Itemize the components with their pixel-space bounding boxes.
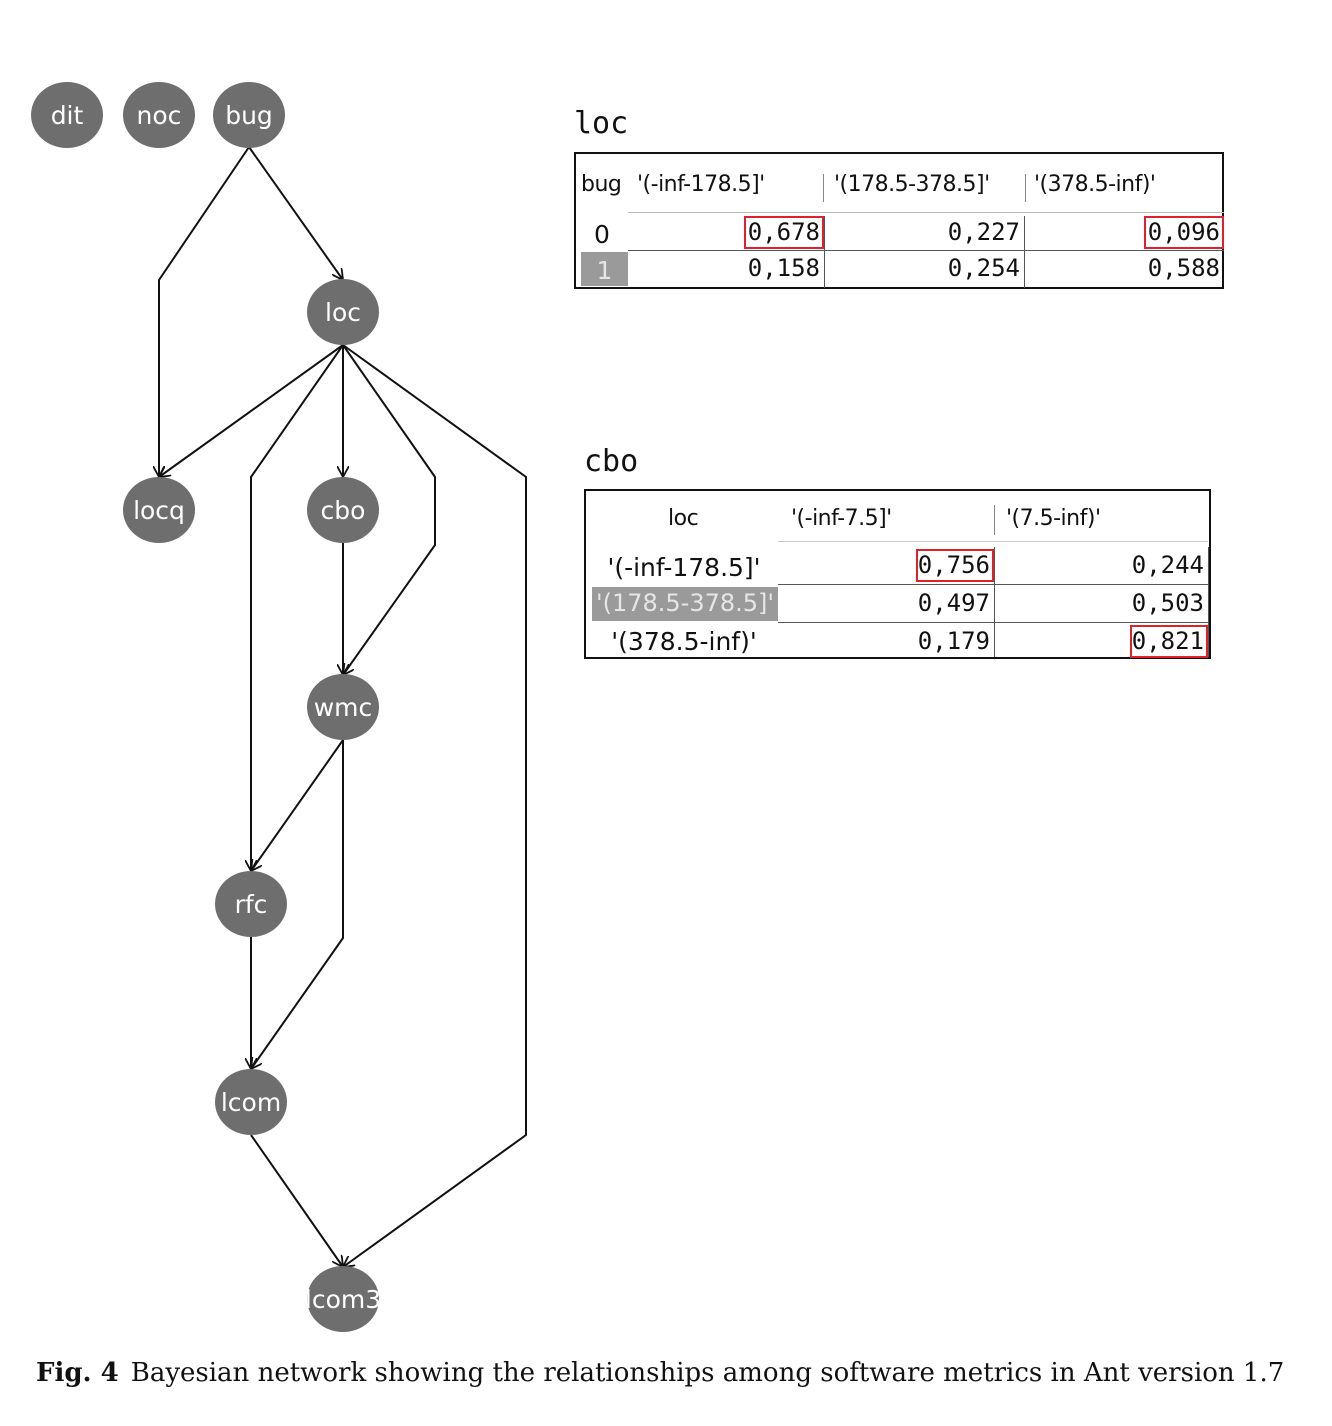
loc-cpt-table xyxy=(574,152,1224,289)
cbo-cell-2-2: 0,821 xyxy=(1130,625,1208,658)
cbo-cell-0-1: 0,756 xyxy=(916,549,994,582)
caption-label: Fig. 4 xyxy=(36,1358,119,1388)
edge-loc-rfc xyxy=(251,345,343,871)
edge-bug-loc xyxy=(249,147,343,280)
node-lcom3-label: lcom3 xyxy=(304,1285,382,1314)
cbo-table-parent-header: loc xyxy=(668,506,699,531)
node-wmc-label: wmc xyxy=(313,693,373,722)
node-bug[interactable] xyxy=(213,82,285,148)
cbo-table-col-header-1: '(-inf-7.5]' xyxy=(791,506,892,531)
loc-header-divider xyxy=(1025,174,1026,202)
node-rfc-label: rfc xyxy=(234,890,268,919)
edge-wmc-rfc xyxy=(251,740,343,871)
loc-cell-1-2: 0,254 xyxy=(947,254,1020,282)
edge-loc-locq xyxy=(159,345,343,477)
cbo-cell-0-2: 0,244 xyxy=(1131,551,1204,579)
node-cbo-label: cbo xyxy=(320,496,366,525)
cbo-table-title: cbo xyxy=(584,444,639,479)
cbo-row-divider xyxy=(778,622,1208,623)
node-noc-label: noc xyxy=(136,101,182,130)
cbo-row-divider xyxy=(778,584,1208,585)
node-dit-label: dit xyxy=(50,101,84,130)
node-cbo[interactable] xyxy=(307,477,379,543)
loc-table-parent-header: bug xyxy=(581,172,622,197)
cbo-cell-2-1: 0,179 xyxy=(917,627,990,655)
cbo-row-label-1: '(178.5-378.5]' xyxy=(592,587,778,621)
cbo-header-divider xyxy=(994,505,995,535)
node-noc[interactable] xyxy=(123,82,195,148)
loc-row-divider xyxy=(628,212,1224,213)
loc-table-col-header-3: '(378.5-inf)' xyxy=(1034,172,1156,197)
caption-text: Bayesian network showing the relationships among software metrics in Ant version 1.7 xyxy=(130,1358,1285,1388)
loc-cell-0-1: 0,678 xyxy=(744,216,824,249)
figure-caption xyxy=(36,1358,1284,1388)
loc-row-label-0: 0 xyxy=(594,220,610,249)
node-wmc[interactable] xyxy=(307,674,379,740)
cbo-cell-1-2: 0,503 xyxy=(1131,589,1204,617)
cbo-row-label-0: '(-inf-178.5]' xyxy=(607,553,761,582)
loc-col-divider xyxy=(824,216,825,288)
cbo-col-divider xyxy=(1208,547,1209,657)
node-dit[interactable] xyxy=(31,82,103,148)
cbo-row-label-2: '(378.5-inf)' xyxy=(611,627,757,656)
loc-table-col-header-1: '(-inf-178.5]' xyxy=(637,172,765,197)
loc-col-divider xyxy=(1024,216,1025,288)
loc-table-col-header-2: '(178.5-378.5]' xyxy=(834,172,990,197)
edge-lcom-lcom3 xyxy=(251,1135,343,1267)
loc-cell-0-3: 0,096 xyxy=(1144,216,1224,249)
loc-table-title: loc xyxy=(574,106,629,141)
node-lcom3[interactable] xyxy=(305,1266,381,1332)
edge-bug-locq xyxy=(159,147,249,477)
node-lcom-label: lcom xyxy=(220,1088,282,1117)
cbo-header-underline xyxy=(778,541,1208,542)
loc-cell-0-2: 0,227 xyxy=(947,218,1020,246)
cbo-cell-1-1: 0,497 xyxy=(917,589,990,617)
node-locq[interactable] xyxy=(123,477,195,543)
cbo-cpt-table xyxy=(584,489,1211,659)
loc-cell-1-3: 0,588 xyxy=(1147,254,1220,282)
loc-row-divider xyxy=(628,250,1224,251)
node-locq-label: locq xyxy=(133,496,185,525)
node-rfc[interactable] xyxy=(215,871,287,937)
node-lcom[interactable] xyxy=(215,1069,287,1135)
nodes xyxy=(31,82,381,1332)
node-loc-label: loc xyxy=(325,298,361,327)
node-bug-label: bug xyxy=(225,101,273,130)
bayesian-network-graph xyxy=(0,0,560,1345)
loc-cell-1-1: 0,158 xyxy=(747,254,820,282)
loc-row-label-1: 1 xyxy=(581,252,628,286)
node-loc[interactable] xyxy=(307,279,379,345)
loc-header-divider xyxy=(823,174,824,202)
cbo-table-col-header-2: '(7.5-inf)' xyxy=(1006,506,1101,531)
cbo-col-divider xyxy=(994,547,995,657)
